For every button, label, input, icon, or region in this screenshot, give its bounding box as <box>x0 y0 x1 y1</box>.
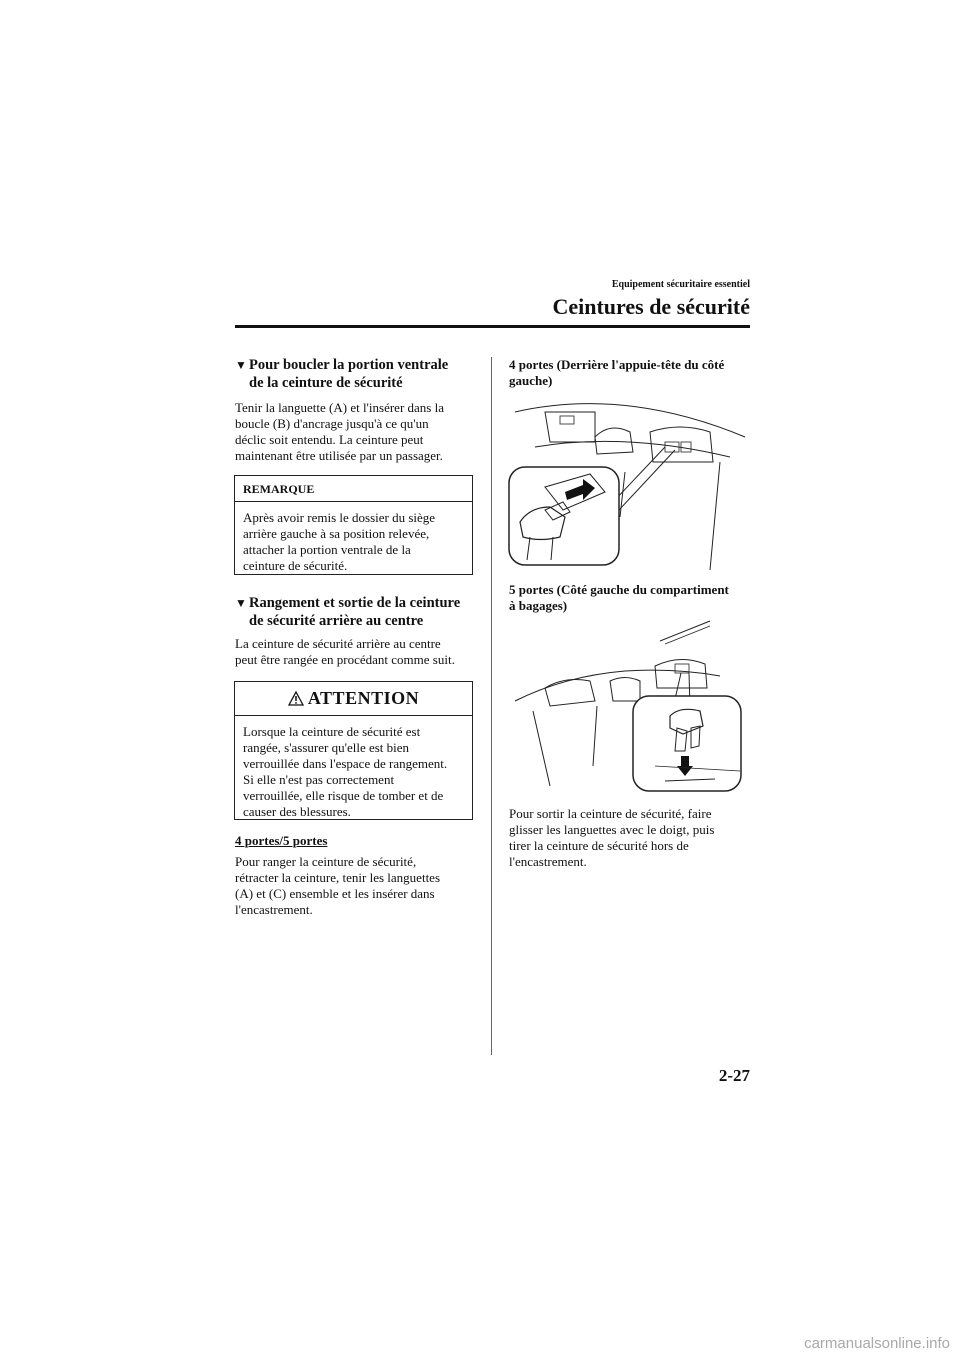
illustration-4-doors <box>505 392 750 572</box>
attention-box <box>234 681 473 820</box>
triangle-down-icon: ▼ <box>235 358 247 372</box>
note-box <box>234 475 473 575</box>
attention-header <box>235 682 472 716</box>
column-divider <box>491 357 492 1055</box>
watermark: carmanualsonline.info <box>804 1335 950 1352</box>
heading-storage: ▼ Rangement et sortie de la ceinture de sécurité arrière au centre <box>235 595 461 629</box>
warning-triangle-icon <box>288 691 304 706</box>
paragraph-buckle: Tenir la languette (A) et l'insérer dans la boucle (B) d'ancrage jusqu'à ce qu'un déclic soit entendu. La ceinture peut maintenant être utilisée par un passager. <box>235 400 444 463</box>
paragraph-store: Pour ranger la ceinture de sécurité, rétracter la ceinture, tenir les languettes (A) et (C) ensemble et les insérer dans l'encastrement. <box>235 854 441 917</box>
triangle-down-icon: ▼ <box>235 596 247 610</box>
attention-body: Lorsque la ceinture de sécurité est rangée, s'assurer qu'elle est bien verrouillée dans l'espace de rangement. Si elle n'est pas correctement verrouillée, elle risque de tomber et de causer des blessures. <box>243 724 448 819</box>
attention-title: ATTENTION <box>307 688 420 708</box>
header-rule <box>235 325 750 328</box>
note-body: Après avoir remis le dossier du siège arrière gauche à sa position relevée, attacher la portion ventrale de la ceinture de sécurité. <box>243 510 436 573</box>
paragraph-release: Pour sortir la ceinture de sécurité, faire glisser les languettes avec le doigt, puis tirer la ceinture de sécurité hors de l'encastrement. <box>509 806 715 869</box>
subheading-doors: 4 portes/5 portes <box>235 833 328 848</box>
page-number: 2-27 <box>718 1066 750 1085</box>
caption-4-doors: 4 portes (Derrière l'appuie-tête du côté gauche) <box>509 357 725 388</box>
paragraph-storage: La ceinture de sécurité arrière au centre peut être rangée en procédant comme suit. <box>235 636 455 667</box>
note-title: REMARQUE <box>235 476 472 502</box>
caption-5-doors: 5 portes (Côté gauche du compartiment à bagages) <box>509 582 729 613</box>
section-label: Equipement sécuritaire essentiel <box>611 279 750 290</box>
illustration-5-doors <box>505 616 750 798</box>
heading-buckle-lap: ▼ Pour boucler la portion ventrale de la ceinture de sécurité <box>235 357 449 391</box>
page-title: Ceintures de sécurité <box>552 294 750 319</box>
